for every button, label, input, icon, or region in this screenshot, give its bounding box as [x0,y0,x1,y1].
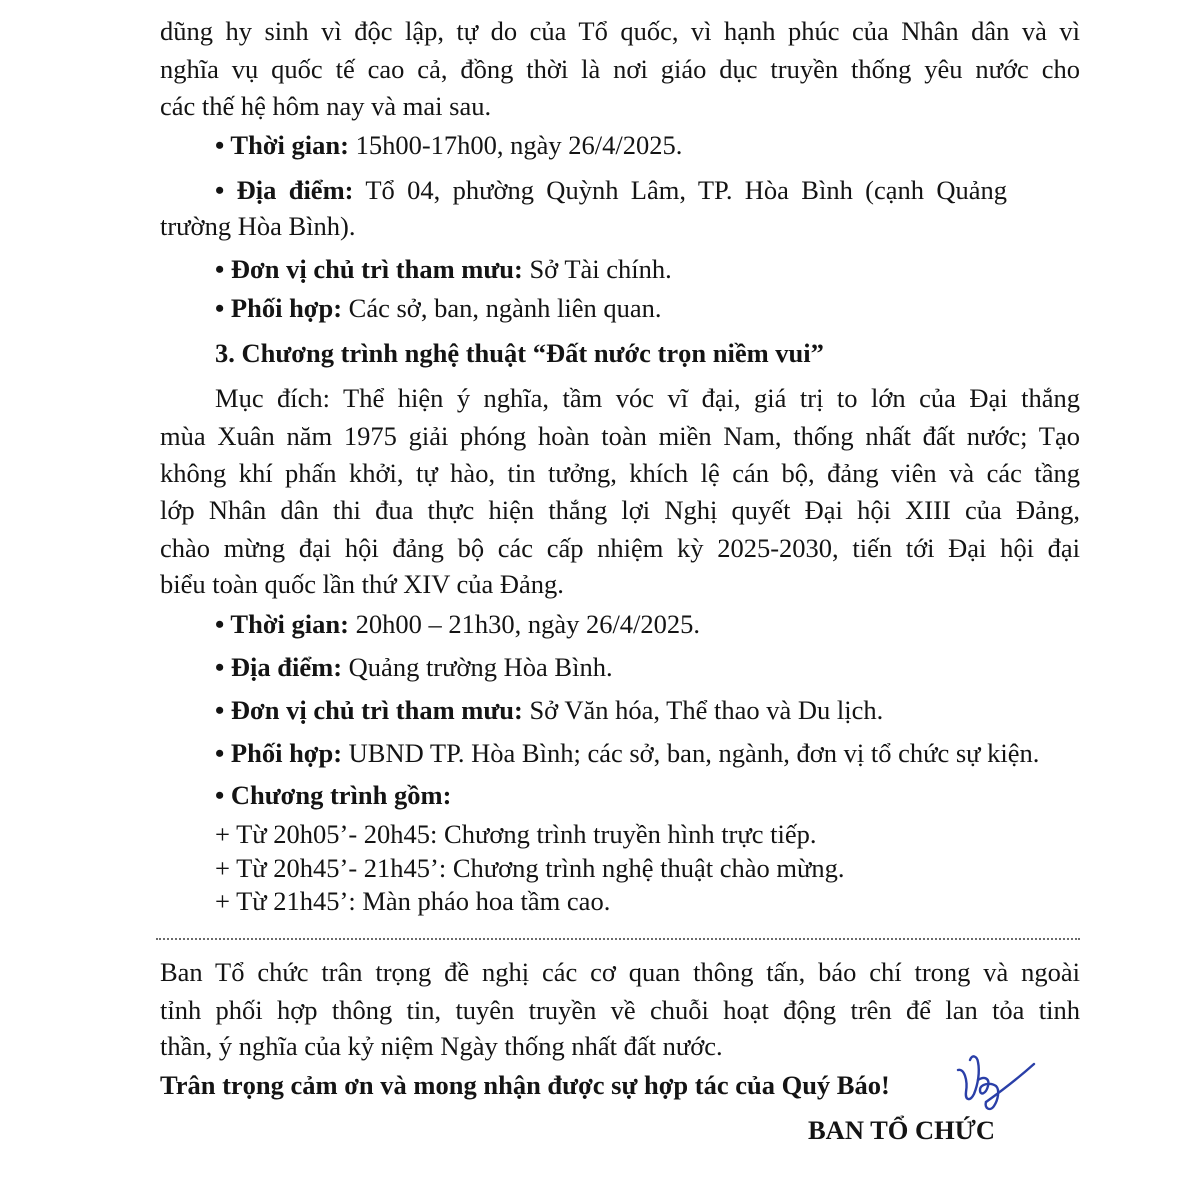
s2-time-label: • Thời gian: [215,130,349,160]
s3-host-value: Sở Văn hóa, Thể thao và Du lịch. [522,695,884,725]
program-item: + Từ 21h45’: Màn pháo hoa tầm cao. [215,886,611,916]
s2-host [215,251,1135,289]
program-heading: • Chương trình gồm: [215,780,452,810]
s2-host-label: • Đơn vị chủ trì tham mưu: [215,254,523,284]
intro-line-2: nghĩa vụ quốc tế cao cả, đồng thời là nơi giáo dục truyền thống yêu nước cho [160,54,1080,84]
program-item: + Từ 20h05’- 20h45: Chương trình truyền hình trực tiếp. [215,819,817,849]
purpose-line-2: mùa Xuân năm 1975 giải phóng hoàn toàn miền Nam, thống nhất đất nước; Tạo [160,421,1080,451]
s2-place-cont: trường Hòa Bình). [160,211,356,241]
program-item: + Từ 20h45’- 21h45’: Chương trình nghệ thuật chào mừng. [215,853,845,883]
s2-coordinate-label: • Phối hợp: [215,293,343,323]
s2-coordinate-value: Các sở, ban, ngành liên quan. [342,293,662,323]
s3-time-value: 20h00 – 21h30, ngày 26/4/2025. [348,609,701,639]
signatory-label: BAN TỔ CHỨC [808,1115,995,1145]
closing-line-3: thần, ý nghĩa của kỷ niệm Ngày thống nhất đất nước. [160,1031,723,1061]
section-3-heading: 3. Chương trình nghệ thuật “Đất nước trọn niềm vui” [215,338,824,368]
s2-coordinate [215,290,1135,328]
purpose-line-3: không khí phấn khởi, tự hào, tin tưởng, khích lệ cán bộ, đảng viên và các tầng [160,458,1080,488]
s3-place-value: Quảng trường Hòa Bình. [342,652,613,682]
intro-line-3: các thế hệ hôm nay và mai sau. [160,91,492,121]
s3-coordinate-value: UBND TP. Hòa Bình; các sở, ban, ngành, đơn vị tổ chức sự kiện. [342,738,1040,768]
s3-host [215,692,1135,730]
s2-place-value: Tổ 04, phường Quỳnh Lâm, TP. Hòa Bình (cạnh Quảng [353,175,1007,205]
s3-time [215,606,1135,644]
purpose-line-5: chào mừng đại hội đảng bộ các cấp nhiệm kỳ 2025-2030, tiến tới Đại hội đại [160,533,1080,563]
s3-place [215,649,1135,687]
s2-host-value: Sở Tài chính. [522,254,672,284]
s3-time-label: • Thời gian: [215,609,349,639]
s2-time-value: 15h00-17h00, ngày 26/4/2025. [348,130,683,160]
purpose-line-1: Mục đích: Thể hiện ý nghĩa, tầm vóc vĩ đại, giá trị to lớn của Đại thắng [215,383,1080,413]
closing-line-2: tỉnh phối hợp thông tin, tuyên truyền về chuỗi hoạt động trên để lan tỏa tinh [160,995,1080,1025]
s3-coordinate-label: • Phối hợp: [215,738,343,768]
s2-place [215,172,1007,210]
s2-time [215,127,1135,165]
s3-place-label: • Địa điểm: [215,652,343,682]
s3-host-label: • Đơn vị chủ trì tham mưu: [215,695,523,725]
s3-coordinate [215,735,1135,773]
purpose-line-4: lớp Nhân dân thi đua thực hiện thắng lợi Nghị quyết Đại hội XIII của Đảng, [160,495,1080,525]
intro-line-1: dũng hy sinh vì độc lập, tự do của Tổ quốc, vì hạnh phúc của Nhân dân và vì [160,16,1080,46]
separator-line [156,938,1080,940]
thanks-line: Trân trọng cảm ơn và mong nhận được sự hợp tác của Quý Báo! [160,1070,890,1100]
closing-line-1: Ban Tổ chức trân trọng đề nghị các cơ quan thông tấn, báo chí trong và ngoài [160,957,1080,987]
s2-place-label: • Địa điểm: [215,175,354,205]
purpose-line-6: biểu toàn quốc lần thứ XIV của Đảng. [160,569,564,599]
